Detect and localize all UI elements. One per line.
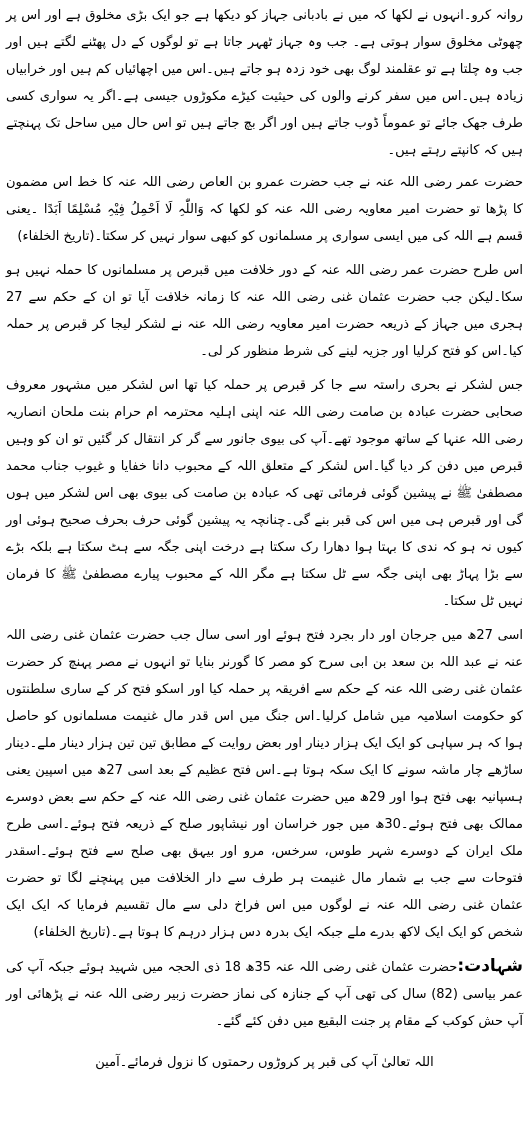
- paragraph-shahadat: [6, 953, 523, 1035]
- paragraph-conquests: اسی 27ھ میں جرجان اور دار بجرد فتح ہوئے اور اسی سال جب حضرت عثمان غنی رضی اللہ عنہ نے عبد اللہ بن سعد بن ابی سرح کو مصر کا گورنر بنایا تو انہوں نے مصر پہنچ کر حضرت عثمان غنی رضی اللہ عنہ کے حکم سے افریقہ پر حملہ کیا اور اسکو فتح کر کے ساری سلطنتوں کو حکومت اسلامیہ میں شامل کرلیا۔اس جنگ میں اس قدر مال غنیمت مسلمانوں کو حاصل ہوا کہ ہر سپاہی کو ایک ایک ہزار دینار اور بعض روایت کے مطابق تین تین ہزار دینار ملے۔دینار ساڑھے چار ماشہ سونے کا ایک سکہ ہوتا ہے۔اس فتح عظیم کے بعد اسی 27ھ میں اسپین یعنی ہسپانیہ بھی فتح ہوا اور 29ھ میں حضرت عثمان غنی رضی اللہ عنہ کے حکم سے بعض دوسرے ممالک بھی فتح ہوئے۔30ھ میں جور خراسان اور نیشاپور صلح کے ذریعہ فتح ہوئے۔اسی طرح ملک ایران کے دوسرے شہر طوس، سرخس، مرو اور بیہق بھی صلح سے فتح ہوئے۔اسقدر فتوحات سے جب بے شمار مال غنیمت ہر طرف سے دار الخلافت میں پہنچنے لگا تو حضرت عثمان غنی رضی اللہ عنہ نے لوگوں میں اس فراخ دلی سے مال تقسیم فرمایا کہ ایک ایک شخص کو ایک ایک لاکھ بدرے ملے جبکہ ایک بدرہ دس ہزار درہم کا ہوتا ہے۔(تاریخ الخلفاء): [6, 628, 524, 940]
- shahadat-heading: شہادت:: [457, 956, 523, 976]
- closing-prayer: اللہ تعالیٰ آپ کی قبر پر کروڑوں رحمتوں کا نزول فرمائے۔آمین: [95, 1055, 434, 1070]
- paragraph-umar-letter: حضرت عمر رضی اللہ عنہ نے جب حضرت عمرو بن العاص رضی اللہ عنہ کا خط اس مضمون کا پڑھا تو حضرت امیر معاویہ رضی اللہ عنہ کو لکھا کہ وَاللّٰہِ لَا اَحْمِلُ فِیْہِ مُسْلِمًا اَبَدًا ۔یعنی قسم ہے اللہ کی میں ایسی سواری پر مسلمانوں کو کبھی سوار نہیں کر سکتا۔(تاریخ الخلفاء): [6, 175, 523, 244]
- paragraph-cyprus-conquest: اس طرح حضرت عمر رضی اللہ عنہ کے دور خلافت میں قبرص پر مسلمانوں کا حملہ نہیں ہو سکا۔لیکن جب حضرت عثمان غنی رضی اللہ عنہ کا زمانہ خلافت آیا تو ان کے حکم سے 27 ہجری میں جہاز کے ذریعہ حضرت امیر معاویہ رضی اللہ عنہ نے لشکر لیجا کر قبرص پر حملہ کیا۔اس کو فتح کرلیا اور جزیہ لینے کی شرط منظور کر لی۔: [6, 263, 523, 359]
- paragraph-prophecy: جس لشکر نے بحری راستہ سے جا کر قبرص پر حملہ کیا تھا اس لشکر میں مشہور معروف صحابی حضرت عبادہ بن صامت رضی اللہ عنہ اپنی اہلیہ محترمہ ام حرام بنت ملحان انصاریہ رضی اللہ عنہا کے ساتھ موجود تھے۔آپ کی بیوی جانور سے گر کر انتقال کر گئیں تو ان کو وہیں قبرص میں دفن کر دیا گیا۔اس لشکر کے متعلق اللہ کے محبوب دانا خفایا و غیوب جناب محمد مصطفیٰ ﷺ نے پیشین گوئی فرمائی تھی کہ عبادہ بن صامت کی بیوی بھی اس لشکر میں ہوں گی اور قبرص ہی میں اس کی قبر بنے گی۔چنانچہ یہ پیشین گوئی حرف بحرف صحیح ہوئی اور کیوں نہ ہو کہ ندی کا بہتا ہوا دھارا رک سکتا ہے درخت اپنی جگہ سے ہٹ سکتا ہے بلکہ بڑے سے بڑا پہاڑ بھی اپنی جگہ سے ٹل سکتا ہے مگر اللہ کے محبوب پیارے مصطفیٰ ﷺ کا فرمان نہیں ٹل سکتا۔: [6, 378, 523, 609]
- paragraph-ship-description: روانہ کرو۔انہوں نے لکھا کہ میں نے بادبانی جہاز کو دیکھا ہے جو ایک بڑی مخلوق ہے اور اس پر چھوٹی مخلوق سوار ہوتی ہے۔ جب وہ جہاز ٹھہر جاتا ہے تو لوگوں کے دل پھٹنے لگتے ہیں اور جب وہ چلتا ہے تو عقلمند لوگ بھی خود زدہ ہو جاتے ہیں۔اس میں اچھائیاں کم ہیں اور خرابیاں زیادہ ہیں۔اس میں سفر کرنے والوں کی حیثیت کیڑے مکوڑوں جیسی ہے۔اگر یہ سواری کسی طرف جھک جائے تو عموماً ڈوب جاتے ہیں اور اگر بچ جاتے ہیں تو اس حال میں ساحل تک پہنچتے ہیں کہ کانپتے رہتے ہیں۔: [6, 8, 523, 158]
- shahadat-text: حضرت عثمان غنی رضی اللہ عنہ 35ھ 18 ذی الحجہ میں شہید ہوئے جبکہ آپ کی عمر بیاسی (82) سال کی تھی آپ کے جنازہ کی نماز حضرت زبیر رضی اللہ عنہ نے پڑھائی اور آپ حش کوکب کے مقام پر جنت البقیع میں دفن کئے گئے۔: [6, 960, 523, 1029]
